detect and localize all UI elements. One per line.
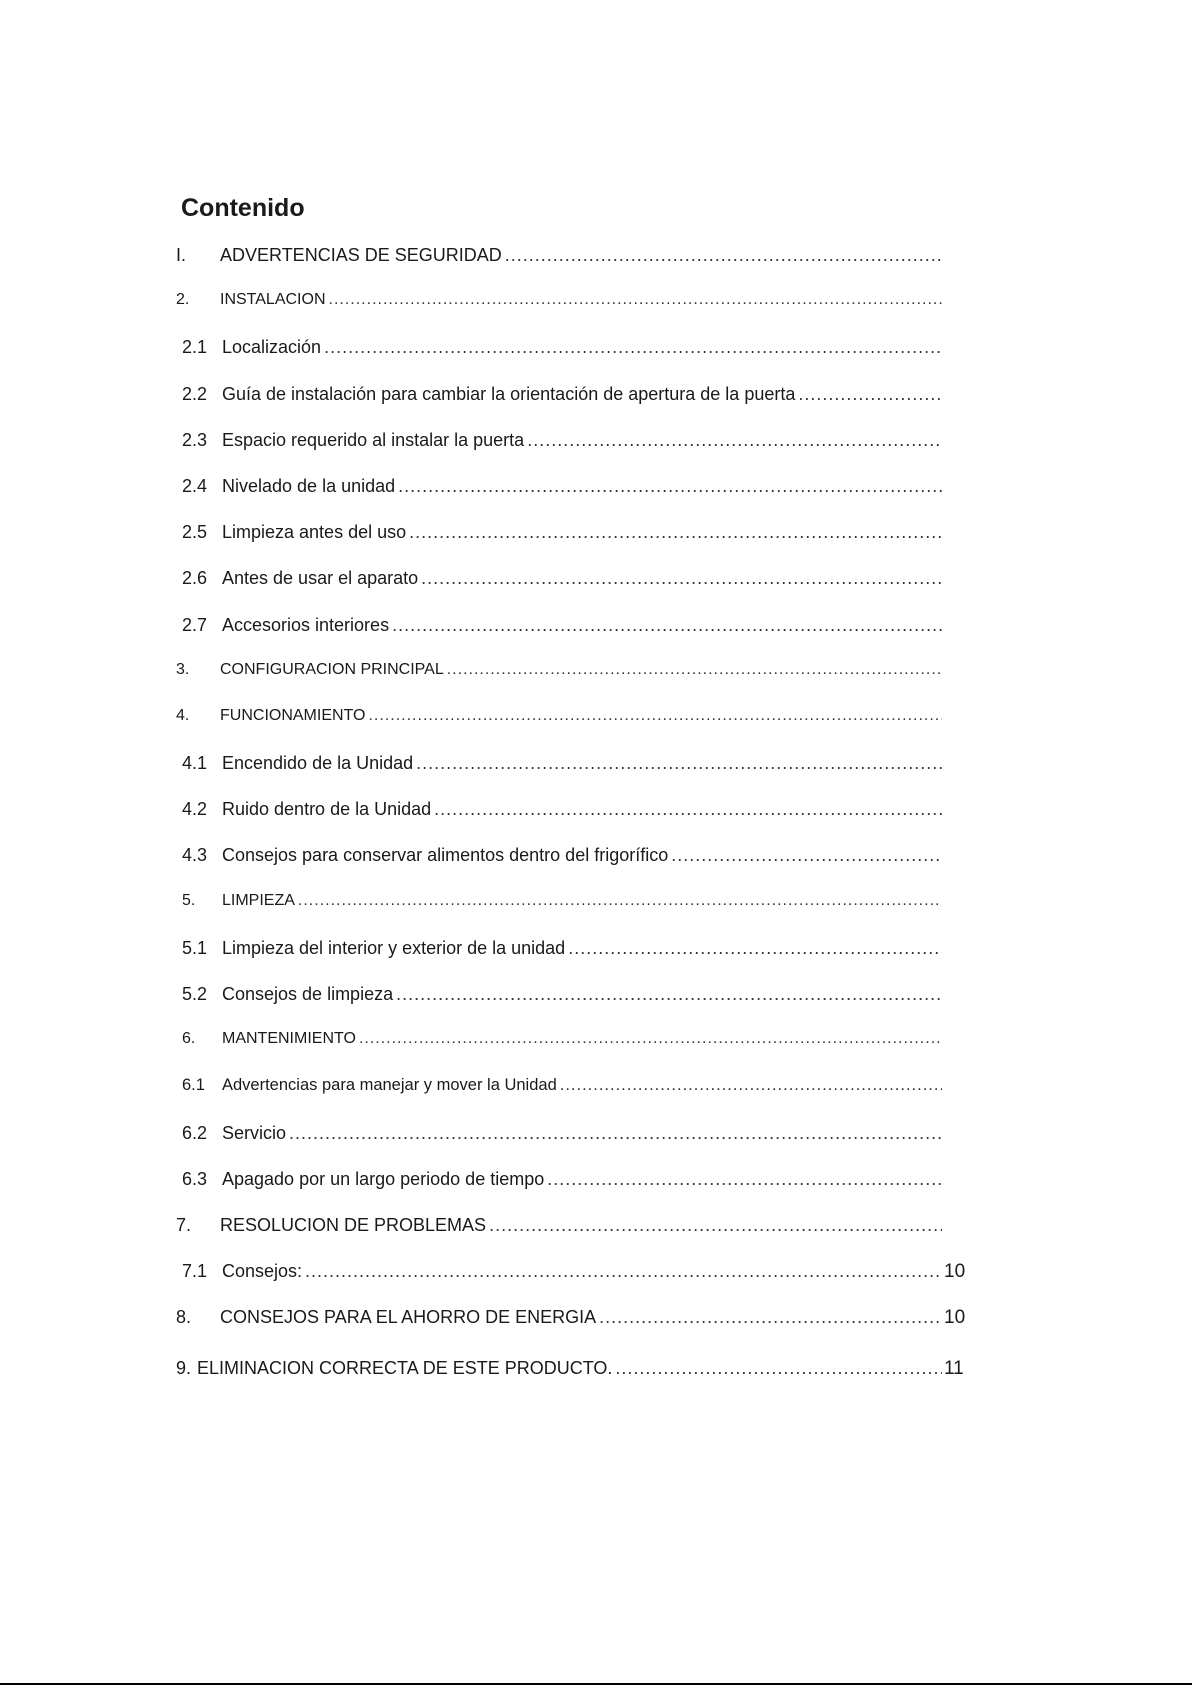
toc-entry-2[interactable] <box>176 291 972 337</box>
dot-leader <box>329 291 943 309</box>
toc-entry-7-1[interactable] <box>176 1261 972 1307</box>
toc-entry-1[interactable] <box>176 245 972 291</box>
toc-entry-6-3[interactable] <box>176 1169 972 1215</box>
toc-entry-2-2[interactable] <box>176 384 972 430</box>
entry-label: Servicio <box>222 1122 287 1143</box>
toc-entry-2-6[interactable] <box>176 568 972 614</box>
dot-leader <box>447 661 942 679</box>
dot-leader <box>505 245 942 266</box>
dot-leader <box>305 1261 942 1282</box>
entry-label: ELIMINACION CORRECTA DE ESTE PRODUCTO. <box>197 1357 613 1378</box>
dot-leader <box>298 892 942 910</box>
entry-label: Nivelado de la unidad <box>222 475 396 496</box>
entry-label: Espacio requerido al instalar la puerta <box>222 429 525 450</box>
dot-leader <box>671 845 942 866</box>
dot-leader <box>324 337 942 358</box>
dot-leader <box>547 1169 942 1190</box>
entry-label: Limpieza antes del uso <box>222 522 407 543</box>
entry-number: I. <box>176 245 187 265</box>
toc-entry-2-5[interactable] <box>176 522 972 568</box>
entry-number: 2. <box>176 291 190 309</box>
dot-leader <box>368 707 942 725</box>
toc-entry-9[interactable] <box>176 1354 972 1410</box>
dot-leader <box>798 384 942 405</box>
entry-label: Ruido dentro de la Unidad <box>222 799 432 820</box>
dot-leader <box>416 753 942 774</box>
entry-number: 2.7 <box>182 614 208 635</box>
entry-number: 2.2 <box>182 383 208 404</box>
toc-entry-8[interactable] <box>176 1307 972 1353</box>
toc-entry-4-1[interactable] <box>176 753 972 799</box>
dot-leader <box>392 615 942 636</box>
entry-label: Accesorios interiores <box>222 614 390 635</box>
toc-entry-6[interactable] <box>176 1030 972 1076</box>
toc-entry-6-1[interactable] <box>176 1076 972 1122</box>
entry-label: Encendido de la Unidad <box>222 753 414 774</box>
table-of-contents <box>176 245 972 1410</box>
entry-page: 10 <box>944 1261 966 1283</box>
toc-entry-5[interactable] <box>176 892 972 938</box>
entry-page: 11 <box>944 1357 964 1379</box>
entry-label: Antes de usar el aparato <box>222 568 419 589</box>
dot-leader <box>421 568 942 589</box>
entry-number: 3. <box>176 660 190 678</box>
toc-entry-7[interactable] <box>176 1215 972 1261</box>
dot-leader <box>409 522 942 543</box>
toc-entry-4[interactable] <box>176 707 972 753</box>
entry-label: Guía de instalación para cambiar la orientación de apertura de la puerta <box>222 383 796 404</box>
entry-number: 4.2 <box>182 799 208 820</box>
entry-label: Limpieza del interior y exterior de la unidad <box>222 937 566 958</box>
entry-number: 5.1 <box>182 937 208 958</box>
toc-entry-5-1[interactable] <box>176 938 972 984</box>
toc-entry-2-1[interactable] <box>176 337 972 383</box>
toc-entry-2-4[interactable] <box>176 476 972 522</box>
entry-label: Apagado por un largo periodo de tiempo <box>222 1168 545 1189</box>
dot-leader <box>568 938 942 959</box>
entry-label: Advertencias para manejar y mover la Unidad <box>222 1076 557 1095</box>
entry-page: 10 <box>944 1307 966 1329</box>
toc-entry-4-3[interactable] <box>176 845 972 891</box>
dot-leader <box>489 1215 942 1236</box>
entry-label: INSTALACION <box>220 291 326 309</box>
entry-number: 2.1 <box>182 337 208 358</box>
dot-leader <box>396 984 942 1005</box>
toc-entry-5-2[interactable] <box>176 984 972 1030</box>
dot-leader <box>599 1307 942 1328</box>
toc-title: Contenido <box>181 194 305 222</box>
entry-number: 6.1 <box>182 1076 205 1095</box>
entry-label: CONSEJOS PARA EL AHORRO DE ENERGIA <box>220 1307 597 1328</box>
toc-entry-6-2[interactable] <box>176 1123 972 1169</box>
entry-label: RESOLUCION DE PROBLEMAS <box>220 1214 487 1235</box>
entry-number: 7.1 <box>182 1261 208 1282</box>
entry-number: 6.2 <box>182 1122 208 1143</box>
toc-entry-4-2[interactable] <box>176 799 972 845</box>
entry-label: MANTENIMIENTO <box>222 1030 356 1048</box>
entry-label: FUNCIONAMIENTO <box>220 706 366 724</box>
dot-leader <box>527 430 942 451</box>
entry-number: 9. <box>176 1357 192 1378</box>
entry-number: 2.5 <box>182 522 208 543</box>
dot-leader <box>560 1076 942 1095</box>
entry-number: 4. <box>176 706 190 724</box>
entry-number: 2.4 <box>182 475 208 496</box>
toc-entry-2-7[interactable] <box>176 615 972 661</box>
entry-label: Consejos: <box>222 1261 303 1282</box>
toc-entry-3[interactable] <box>176 661 972 707</box>
dot-leader <box>434 799 942 820</box>
entry-number: 6.3 <box>182 1168 208 1189</box>
entry-number: 6. <box>182 1030 196 1048</box>
dot-leader <box>398 476 942 497</box>
entry-number: 5. <box>182 891 196 909</box>
entry-label: Localización <box>222 337 322 358</box>
entry-number: 4.3 <box>182 845 208 866</box>
entry-label: LIMPIEZA <box>222 891 295 909</box>
entry-label: Consejos de limpieza <box>222 984 394 1004</box>
entry-number: 7. <box>176 1214 192 1235</box>
entry-number: 8. <box>176 1307 192 1328</box>
dot-leader <box>615 1358 942 1379</box>
entry-label: CONFIGURACION PRINCIPAL <box>220 660 444 678</box>
entry-label: Consejos para conservar alimentos dentro del frigorífico <box>222 845 669 866</box>
entry-number: 4.1 <box>182 753 208 774</box>
entry-number: 2.3 <box>182 429 208 450</box>
entry-number: 2.6 <box>182 568 208 589</box>
entry-label: ADVERTENCIAS DE SEGURIDAD <box>220 245 502 265</box>
dot-leader <box>359 1030 942 1048</box>
toc-entry-2-3[interactable] <box>176 430 972 476</box>
dot-leader <box>289 1123 942 1144</box>
entry-number: 5.2 <box>182 984 208 1004</box>
